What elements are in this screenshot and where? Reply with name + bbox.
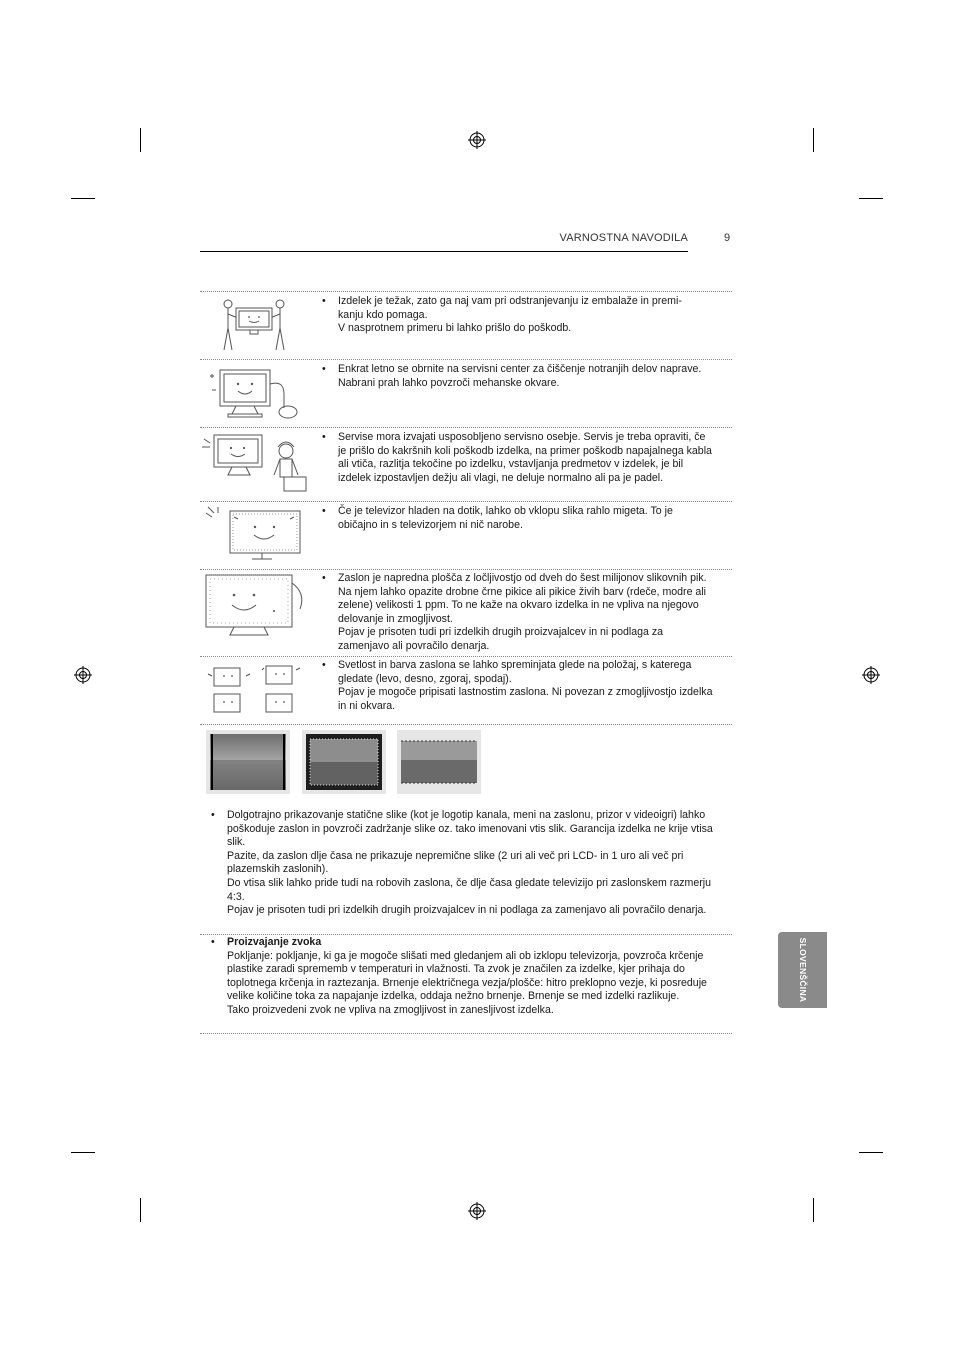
image-retention-photo-1 bbox=[206, 730, 290, 794]
safety-item-text: Enkrat letno se obrnite na servisni center za čiščenje notranjih delov naprave. Nabrani prah lahko povzroči mehanske okvare. bbox=[338, 363, 702, 389]
header-rule bbox=[200, 251, 688, 252]
bullet: • bbox=[211, 936, 215, 948]
safety-item-text: Zaslon je napredna plošča z ločljivostjo od dveh do šest milijonov slikovnih pik. Na njem lahko opazite drobne črne pikice ali pikice živih barv (rdeče, modre ali zelene) velikosti 1 ppm. To ne kaže na okvaro izdelka in ne vpliva na njegovo delovanje in zmogljivost. Pojav je prisoten tudi pri izdelkih drugih proizvajalcev in ni podlaga za zamenjavo ali povračilo denarja. bbox=[338, 572, 707, 652]
sound-note bbox=[211, 936, 723, 1018]
language-tab-label: SLOVENŠČINA bbox=[797, 937, 808, 1003]
paragraph: Do vtisa slik lahko pride tudi na robovih zaslona, če dlje časa gledate televizijo pri zaslonskem razmerju 4:3. bbox=[227, 876, 712, 903]
page-number: 9 bbox=[724, 232, 731, 244]
safety-item bbox=[322, 572, 714, 654]
row-divider bbox=[200, 359, 732, 360]
paragraph: Pazite, da zaslon dlje časa ne prikazuje nepremične slike (2 uri ali več pri LCD- in 1 uro ali več pri plazemskih zaslonih). bbox=[227, 849, 684, 876]
tv-pixel-dots-icon bbox=[204, 573, 312, 639]
language-tab bbox=[778, 932, 827, 1008]
image-retention-photo-3 bbox=[397, 730, 481, 794]
row-divider bbox=[200, 569, 732, 570]
bullet: • bbox=[322, 659, 326, 671]
paragraph: Pokljanje: pokljanje, ki ga je mogoče slišati med gledanjem ali ob izklopu televizorja, povzroča krčenje plastike zaradi sprememb v temperaturi in vlažnosti. Ta zvok je značilen za izdelke, kjer prihaja do toplotnega krčenja in raztezanja. Brnenje električnega vezja/plošče: hitro preklopno vezje, ki posreduje velike količine toka za napajanje izdelka, oddaja nežno brnenje. Brnenje se med izdelki razlikuje. bbox=[227, 949, 707, 1003]
crop-mark bbox=[813, 1198, 814, 1222]
safety-item bbox=[322, 295, 714, 336]
row-divider bbox=[200, 291, 732, 292]
row-divider bbox=[200, 501, 732, 502]
two-people-carrying-tv-icon bbox=[218, 296, 290, 352]
bullet: • bbox=[322, 431, 326, 443]
sound-heading: Proizvajanje zvoka bbox=[227, 936, 322, 948]
crop-mark bbox=[813, 128, 814, 152]
paragraph: Pojav je prisoten tudi pri izdelkih drugih proizvajalcev in ni podlaga za zamenjavo ali povračilo denarja. bbox=[227, 904, 707, 917]
crop-mark bbox=[71, 1152, 95, 1153]
safety-item-text: Svetlost in barva zaslona se lahko spreminjata glede na položaj, s katerega gledate (levo, desno, zgoraj, spodaj). Pojav je mogoče pripisati lastnostim zaslona. Ni povezan z zmogljivostjo izdelka in ni okvara. bbox=[338, 659, 713, 712]
registration-mark-icon bbox=[862, 666, 880, 684]
bullet: • bbox=[322, 572, 326, 584]
image-retention-note bbox=[211, 809, 723, 918]
bullet: • bbox=[211, 809, 215, 821]
crop-mark bbox=[71, 198, 95, 199]
safety-item bbox=[322, 659, 714, 713]
tv-service-technician-icon bbox=[200, 431, 312, 495]
image-retention-photo-2 bbox=[302, 730, 386, 794]
registration-mark-icon bbox=[468, 131, 486, 149]
paragraph: Dolgotrajno prikazovanje statične slike (kot je logotip kanala, meni na zaslonu, prizor v videoigri) lahko poškoduje zaslon in povzroči zadržanje slike oz. tako imenovani vtis slik. Garancija izdelka ne krije vtisa slik. bbox=[227, 809, 713, 849]
safety-item-text: Če je televizor hladen na dotik, lahko ob vklopu slika rahlo migeta. To je običajno in s televizorjem ni nič narobe. bbox=[338, 505, 673, 531]
tv-flicker-icon bbox=[204, 505, 304, 567]
bullet: • bbox=[322, 295, 326, 307]
safety-item bbox=[322, 431, 714, 485]
section-title: VARNOSTNA NAVODILA bbox=[559, 232, 688, 244]
row-divider bbox=[200, 427, 732, 428]
crop-mark bbox=[140, 128, 141, 152]
safety-item bbox=[322, 505, 714, 532]
safety-item bbox=[322, 363, 714, 390]
safety-item-text: Servise mora izvajati usposobljeno servisno osebje. Servis je treba opraviti, če je prišlo do kakršnih koli poškodb izdelka, na primer poškodb napajalnega kabla ali vtiča, razlitja tekočine po izdelku, vstavljanja predmetov v izdelek, je bil izdelek izpostavljen dežju ali vlagi, ne deluje normalno ali pa je padel. bbox=[338, 431, 712, 484]
row-divider bbox=[200, 724, 732, 725]
row-divider bbox=[200, 934, 732, 935]
row-divider bbox=[200, 1033, 732, 1034]
crop-mark bbox=[140, 1198, 141, 1222]
bullet: • bbox=[322, 363, 326, 375]
crop-mark bbox=[859, 198, 883, 199]
crop-mark bbox=[859, 1152, 883, 1153]
registration-mark-icon bbox=[74, 666, 92, 684]
row-divider bbox=[200, 656, 732, 657]
bullet: • bbox=[322, 505, 326, 517]
registration-mark-icon bbox=[468, 1202, 486, 1220]
tv-vacuum-cleaning-icon bbox=[206, 364, 300, 422]
paragraph: Tako proizvedeni zvok ne vpliva na zmogljivost in zanesljivost izdelka. bbox=[227, 1003, 554, 1016]
tv-viewing-angles-icon bbox=[206, 662, 302, 718]
safety-item-text: Izdelek je težak, zato ga naj vam pri odstranjevanju iz embalaže in premi- kanju kdo pomaga. V nasprotnem primeru bi lahko prišlo do poškodb. bbox=[338, 295, 682, 335]
